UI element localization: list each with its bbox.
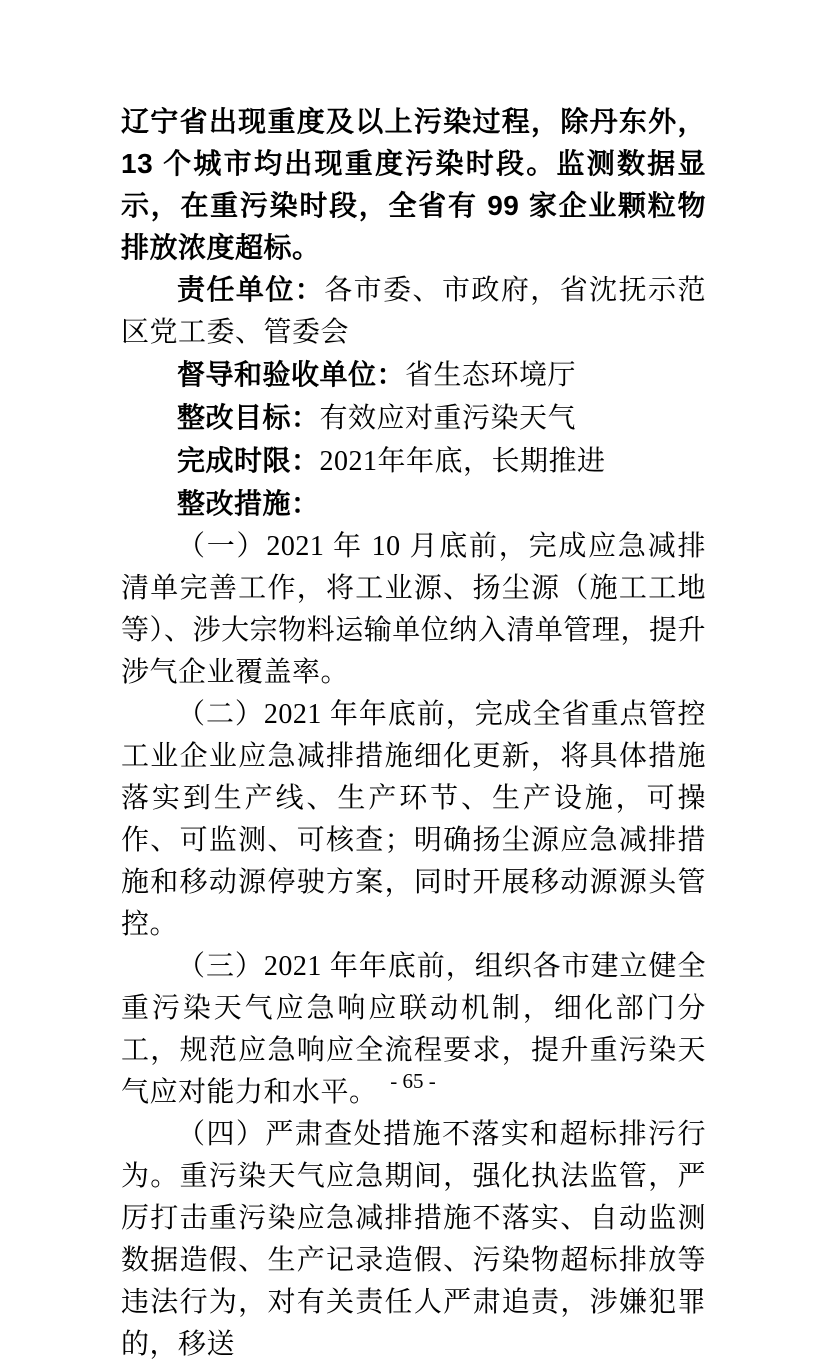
paragraph (121, 1114, 706, 1366)
paragraph (121, 397, 706, 440)
paragraph (121, 526, 706, 694)
document-body (121, 101, 706, 1366)
paragraph-label: 督导和验收单位： (177, 359, 406, 390)
paragraph-label: 责任单位： (177, 274, 325, 305)
paragraph (121, 694, 706, 946)
paragraph-label: 完成时限： (177, 445, 320, 476)
paragraph-text: 各市委、市政府，省沈抚示范区党工委、管委会 (121, 275, 706, 348)
paragraph-text: （二）2021 年年底前，完成全省重点管控工业企业应急减排措施细化更新，将具体措施落实到生产线、生产环节、生产设施，可操作、可监测、可核查；明确扬尘源应急减排措施和移动源停驶方案，同时开展移动源源头管控。 (121, 699, 706, 940)
paragraph-text: （四）严肃查处措施不落实和超标排污行为。重污染天气应急期间，强化执法监管，严厉打击重污染应急减排措施不落实、自动监测数据造假、生产记录造假、污染物超标排放等违法行为，对有关责任人严肃追责，涉嫌犯罪的，移送 (121, 1119, 706, 1360)
paragraph (121, 101, 706, 269)
paragraph-text: （一）2021 年 10 月底前，完成应急减排清单完善工作，将工业源、扬尘源（施工工地等）、涉大宗物料运输单位纳入清单管理，提升涉气企业覆盖率。 (121, 531, 706, 688)
paragraph (121, 483, 706, 526)
paragraph-text: 省生态环境厅 (405, 360, 577, 391)
page-number: - 65 - (390, 1069, 436, 1093)
paragraph-text: 辽宁省出现重度及以上污染过程，除丹东外，13 个城市均出现重度污染时段。监测数据显示，在重污染时段，全省有 99 家企业颗粒物排放浓度超标。 (121, 106, 706, 263)
paragraph-text: 2021年年底，长期推进 (319, 446, 606, 477)
paragraph-text: 有效应对重污染天气 (319, 403, 577, 434)
paragraph-text: （三）2021 年年底前，组织各市建立健全重污染天气应急响应联动机制，细化部门分工，规范应急响应全流程要求，提升重污染天气应对能力和水平。 (121, 951, 706, 1108)
paragraph-label: 整改目标： (177, 402, 320, 433)
paragraph (121, 269, 706, 354)
paragraph (121, 440, 706, 483)
paragraph (121, 354, 706, 397)
paragraph-label: 整改措施： (177, 488, 320, 519)
